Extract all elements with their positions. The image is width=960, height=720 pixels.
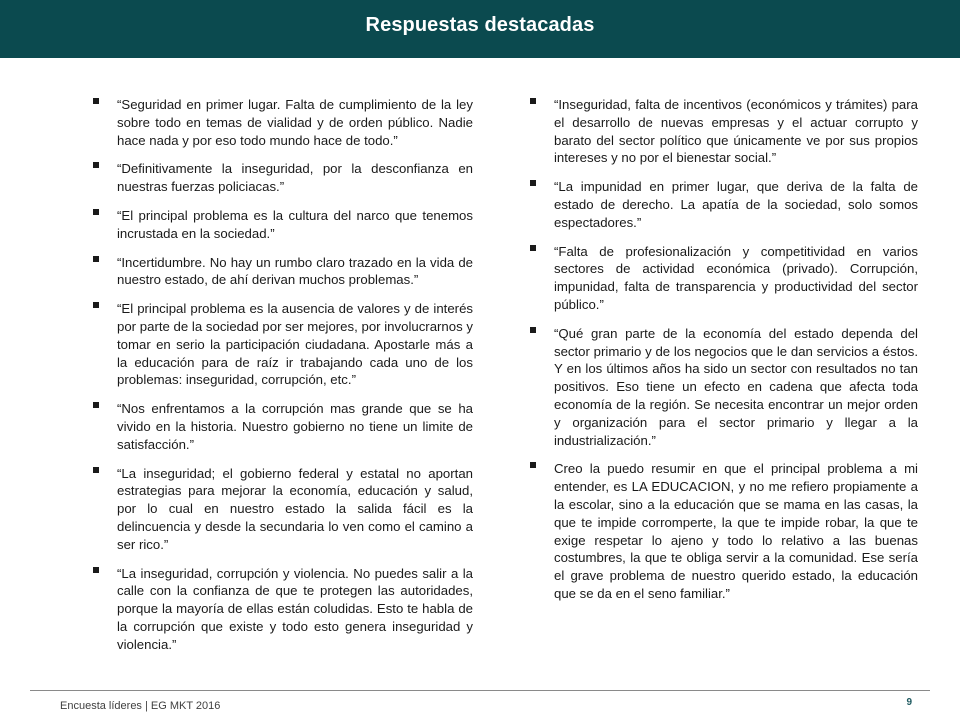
title-bar: [0, 0, 960, 58]
quote-text: “Inseguridad, falta de incentivos (económicos y trámites) para el desarrollo de nuevas empresas y el actuar corrupto y barato del sector político que únicamente ve por sus propios intereses y no por el bienestar social.”: [554, 97, 918, 166]
square-bullet-icon: [93, 162, 99, 168]
square-bullet-icon: [530, 180, 536, 186]
footer-source: Encuesta líderes | EG MKT 2016: [60, 700, 221, 712]
square-bullet-icon: [93, 467, 99, 473]
square-bullet-icon: [530, 245, 536, 251]
footer-divider: [30, 690, 930, 691]
quote-text: “El principal problema es la cultura del narco que tenemos incrustada en la sociedad.”: [117, 207, 473, 241]
square-bullet-icon: [93, 402, 99, 408]
quote-text: “Qué gran parte de la economía del estado dependa del sector primario y de los negocios que le dan servicios a éstos. Y en los últimos años ha sido un sector con resultados no tan positivos. Eso tiene un efecto en cadena que afecta toda economía de la región. Se necesita encontrar un mejor orden y organización para el sector primario y llegar a la industrialización.”: [554, 325, 918, 448]
quote-item: [93, 400, 473, 453]
square-bullet-icon: [530, 327, 536, 333]
quote-item: [93, 565, 473, 654]
quote-item: [530, 325, 918, 450]
quote-item: [93, 160, 473, 196]
quote-item: [530, 96, 918, 167]
square-bullet-icon: [530, 98, 536, 104]
quote-item: [93, 96, 473, 149]
square-bullet-icon: [93, 302, 99, 308]
quote-text: “Definitivamente la inseguridad, por la desconfianza en nuestras fuerzas policiacas.”: [117, 161, 473, 195]
quote-item: [93, 207, 473, 243]
quote-item: [93, 300, 473, 389]
square-bullet-icon: [530, 462, 536, 468]
right-quote-list: [530, 96, 918, 614]
quote-text: “El principal problema es la ausencia de valores y de interés por parte de la sociedad por ser mejores, por involucrarnos y tomar en serio la participación ciudadana. Apostarle más a la educación para de raíz ir trabajando cada uno de los problemas: inseguridad, corrupción, etc.”: [117, 301, 473, 388]
quote-text: “Seguridad en primer lugar. Falta de cumplimiento de la ley sobre todo en temas de vialidad y de orden público. Nadie hace nada y por eso todo mundo hace de todo.”: [117, 97, 473, 148]
square-bullet-icon: [93, 98, 99, 104]
quote-text: “Incertidumbre. No hay un rumbo claro trazado en la vida de nuestro estado, de ahí derivan muchos problemas.”: [117, 254, 473, 288]
left-quote-list: [93, 96, 473, 665]
square-bullet-icon: [93, 256, 99, 262]
quote-item: [530, 460, 918, 602]
square-bullet-icon: [93, 209, 99, 215]
quote-item: [93, 465, 473, 554]
square-bullet-icon: [93, 567, 99, 573]
quote-item: [530, 178, 918, 231]
quote-item: [530, 243, 918, 314]
quote-text: “La inseguridad, corrupción y violencia. No puedes salir a la calle con la confianza de que te protegen las autoridades, porque la mayoría de ellas están coludidas. Esto te habla de la corrupción que existe y todo esto genera inseguridad y violencia.”: [117, 565, 473, 652]
quote-item: [93, 254, 473, 290]
quote-text: “La inseguridad; el gobierno federal y estatal no aportan estrategias para mejorar la economía, educación y salud, por lo cual en nuestro estado la salida fácil es la delincuencia y desde la secundaria lo ven como el camino a ser rico.”: [117, 465, 473, 552]
quote-text: “Nos enfrentamos a la corrupción mas grande que se ha vivido en la historia. Nuestro gobierno no tiene un limite de satisfacción.”: [117, 401, 473, 452]
quote-text: Creo la puedo resumir en que el principal problema a mi entender, es LA EDUCACION, y no me refiero propiamente a la escolar, sino a la educación que se mama en las casas, la que te impide corromperte, la que te impide robar, la que te exige respetar lo ajeno y todo lo relativo a las buenas costumbres, la que te obliga servir a la comunidad. Ese sería el grave problema de nuestro querido estado, la educación que se da en el seno familiar.”: [554, 461, 918, 601]
quote-text: “Falta de profesionalización y competitividad en varios sectores de actividad económica (privado). Corrupción, impunidad, falta de transparencia y productividad del sector público.”: [554, 243, 918, 312]
page-number: 9: [906, 697, 912, 708]
quote-text: “La impunidad en primer lugar, que deriva de la falta de estado de derecho. La apatía de la sociedad, solo somos espectadores.”: [554, 179, 918, 230]
page-title: Respuestas destacadas: [365, 14, 595, 36]
